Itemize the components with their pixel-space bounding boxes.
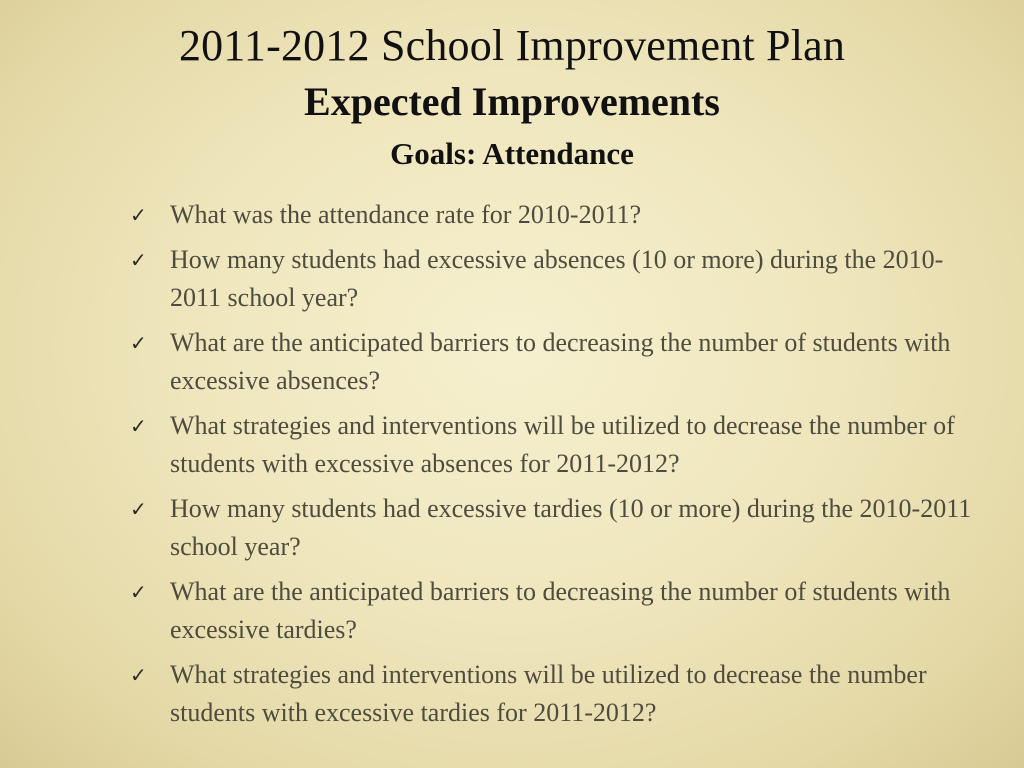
checkmark-icon: ✓ (130, 663, 147, 687)
checkmark-icon: ✓ (130, 248, 147, 272)
checkmark-icon: ✓ (130, 203, 147, 227)
list-item-text: What strategies and interventions will be utilized to decrease the number of students with excessive absences for 2011-2012? (170, 411, 955, 478)
list-item-text: What strategies and interventions will be utilized to decrease the number students with excessive tardies for 2011-2012? (170, 660, 927, 727)
list-item (128, 196, 978, 234)
list-item (128, 573, 978, 649)
slide-title: 2011-2012 School Improvement Plan (178, 21, 846, 70)
list-item (128, 241, 978, 317)
slide-subtitle: Expected Improvements (304, 79, 720, 124)
list-item (128, 490, 978, 566)
question-list (128, 196, 978, 739)
checkmark-icon: ✓ (130, 497, 147, 521)
goal-heading: Goals: Attendance (390, 136, 634, 171)
list-item-text: What are the anticipated barriers to decreasing the number of students with excessive absences? (170, 328, 951, 395)
checkmark-icon: ✓ (130, 331, 147, 355)
list-item-text: What are the anticipated barriers to decreasing the number of students with excessive tardies? (170, 577, 951, 644)
checkmark-icon: ✓ (130, 580, 147, 604)
checkmark-icon: ✓ (130, 414, 147, 438)
list-item-text: How many students had excessive absences (10 or more) during the 2010-2011 school year? (170, 245, 944, 312)
list-item (128, 324, 978, 400)
list-item-text: How many students had excessive tardies (10 or more) during the 2010-2011 school year? (170, 494, 972, 561)
list-item (128, 656, 978, 732)
list-item (128, 407, 978, 483)
list-item-text: What was the attendance rate for 2010-2011? (170, 200, 642, 229)
